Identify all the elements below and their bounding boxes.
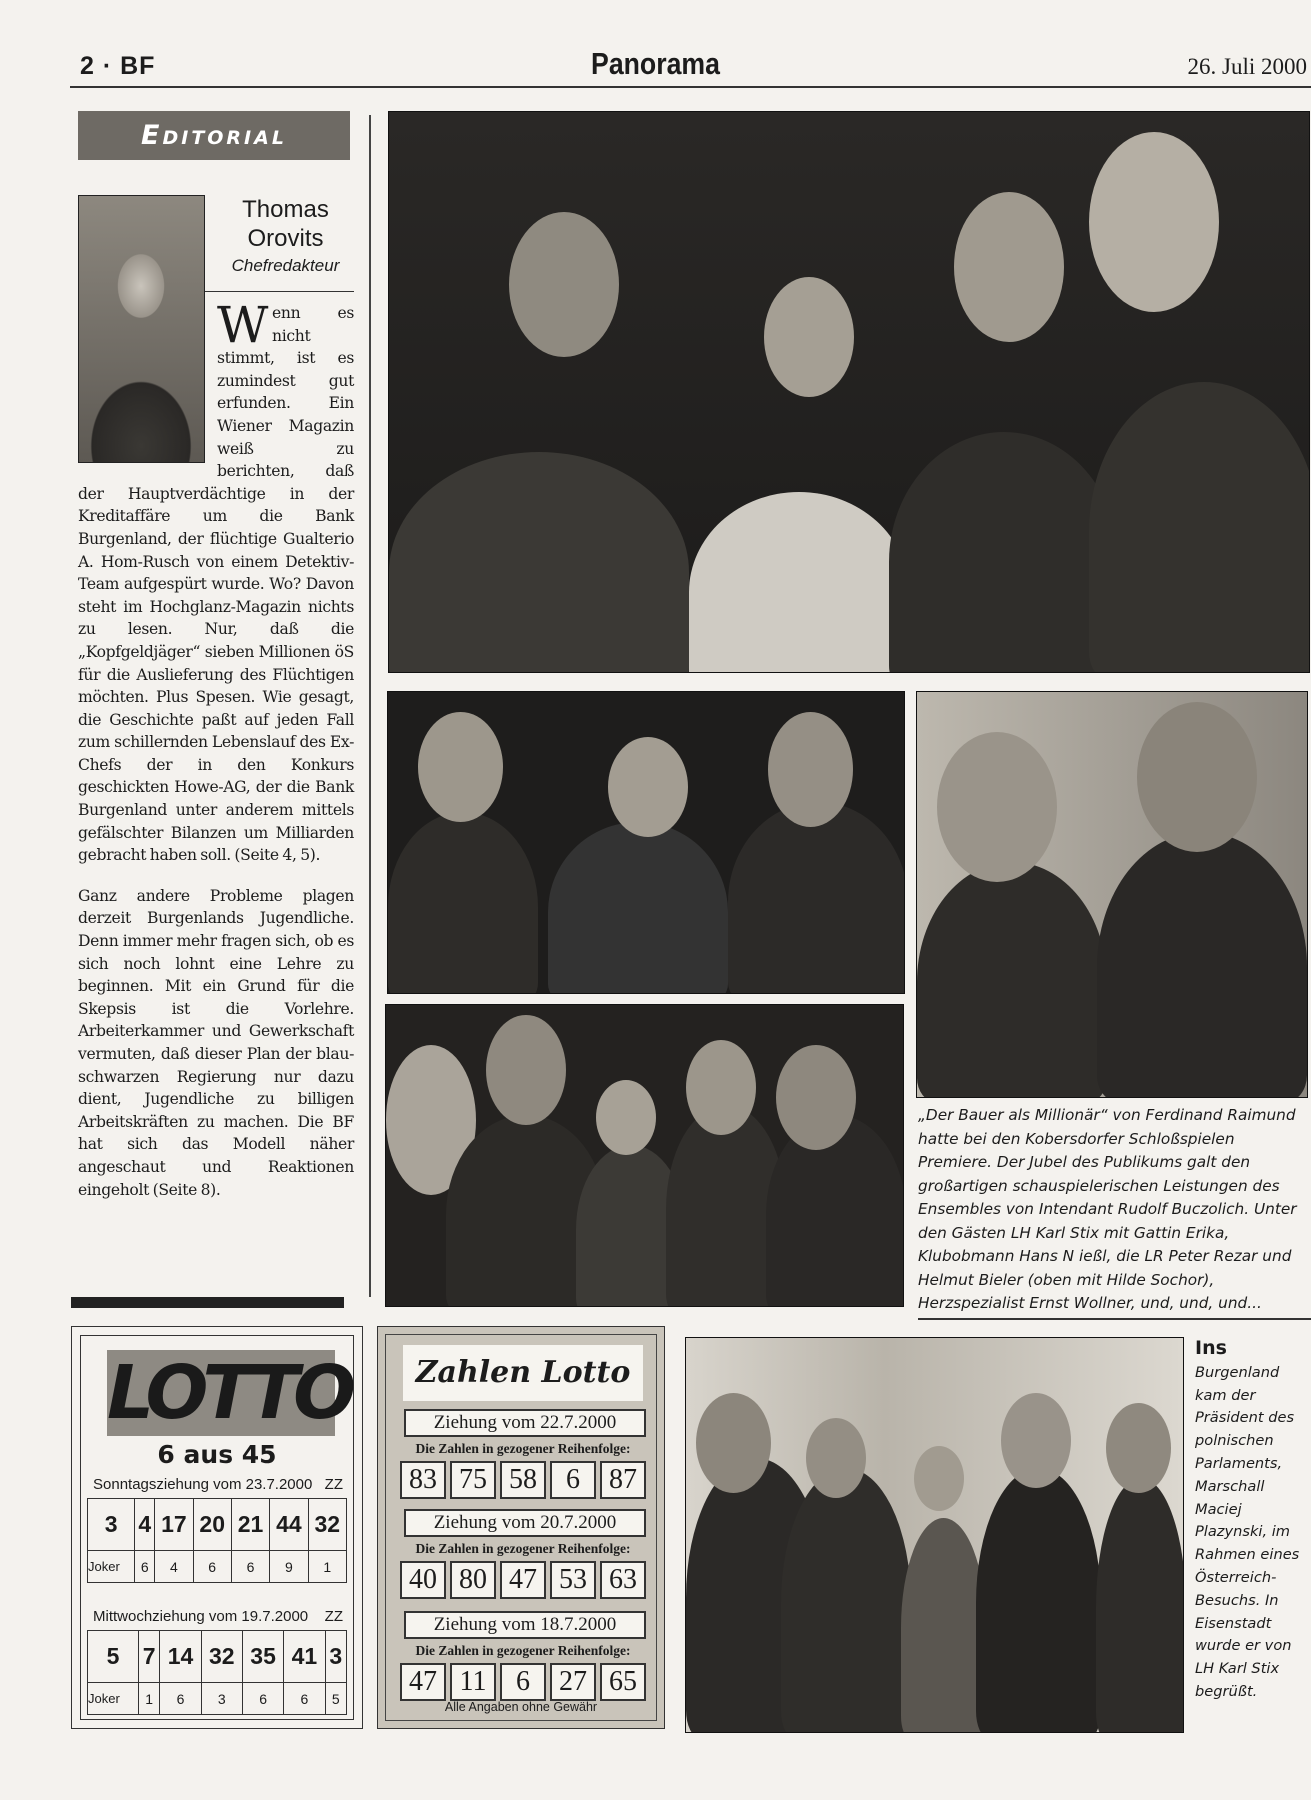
number-cell: 47 — [400, 1663, 446, 1701]
number-cell: 6 — [231, 1551, 269, 1583]
number-cell: 3 — [325, 1631, 346, 1683]
draw-sublabel: Die Zahlen in gezogener Reihenfolge: — [415, 1541, 631, 1556]
number-cell: 4 — [155, 1551, 193, 1583]
photo-group-four — [388, 111, 1310, 673]
number-cell: 9 — [270, 1551, 308, 1583]
author-last-name: Orovits — [247, 225, 324, 252]
draw-sublabel: Die Zahlen in gezogener Reihenfolge: — [415, 1643, 631, 1658]
number-cell: 1 — [138, 1683, 159, 1715]
draw-label: Sonntagsziehung vom 23.7.2000 ZZ — [93, 1476, 343, 1493]
number-cell: 6 — [160, 1683, 201, 1715]
draw-sublabel: Die Zahlen in gezogener Reihenfolge: — [415, 1441, 631, 1456]
photo-polish-visit — [685, 1337, 1184, 1733]
lotto-box — [71, 1326, 363, 1729]
number-cell: 6 — [242, 1683, 283, 1715]
number-cell: 27 — [550, 1663, 596, 1701]
author-role: Chefredakteur — [231, 256, 340, 275]
draw-date: Ziehung vom 22.7.2000 — [404, 1409, 646, 1437]
paragraph-text: enn es nicht stimmt, ist es zumindest gut erfunden. Ein Wiener Magazin weiß zu berichten, daß der Hauptverdächtige in der Kreditaffäre um die Bank Burgenland, der flüchtige Gualterio A. Hom-Rusch von einem Detektiv-Team aufgespürt wurde. Wo? Davon steht im Hochglanz-Magazin nichts zu lesen. Nur, daß die „Kopfgeldjäger“ sieben Millionen öS für die Auslieferung des Flüchtigen möchten. Plus Spesen. Wie gesagt, die Geschichte paßt auf jeden Fall zum schillernden Lebenslauf des Ex-Chefs der in den Konkurs geschickten Howe-AG, der die Bank Burgenland unter anderem mittels gefälschter Bilanzen um Milliarden gebracht haben soll. (Seite 4, 5). — [78, 304, 354, 865]
caption-lead: Ins — [1195, 1337, 1227, 1359]
zahlenlotto-box — [377, 1326, 665, 1729]
number-cell: 6 — [550, 1461, 596, 1499]
number-cell: 1 — [308, 1551, 346, 1583]
number-cell: 6 — [135, 1551, 155, 1583]
number-cell: 53 — [550, 1561, 596, 1599]
number-cell: 58 — [500, 1461, 546, 1499]
header-rule — [70, 86, 1311, 88]
photo-group-three — [387, 691, 905, 994]
section-title: Panorama — [591, 46, 720, 81]
caption-text: Burgenland kam der Präsident des polnischen Parlaments, Marschall Maciej Plazynski, im Rahmen eines Österreich-Besuchs. In Eisenstadt wurde er von LH Karl Stix begrüßt. — [1195, 1363, 1300, 1700]
number-cell: 32 — [308, 1499, 346, 1551]
number-cell: 44 — [270, 1499, 308, 1551]
divider-bar — [71, 1297, 344, 1308]
number-cell: 80 — [450, 1561, 496, 1599]
author-first-name: Thomas — [242, 196, 329, 223]
number-cell: 65 — [600, 1663, 646, 1701]
number-cell: 11 — [450, 1663, 496, 1701]
number-cell: 4 — [135, 1499, 155, 1551]
number-cell: 21 — [231, 1499, 269, 1551]
draw-label: Mittwochziehung vom 19.7.2000 ZZ — [93, 1608, 343, 1625]
number-cell: 3 — [201, 1683, 242, 1715]
number-cell: 6 — [284, 1683, 325, 1715]
editorial-label: Editorial — [78, 111, 350, 160]
number-cell: 40 — [400, 1561, 446, 1599]
number-cell: 20 — [193, 1499, 231, 1551]
number-cell: 6 — [500, 1663, 546, 1701]
lotto-draw-table — [87, 1630, 347, 1715]
column-rule — [369, 115, 371, 1297]
lotto-draw-table — [87, 1498, 347, 1583]
number-cell: 87 — [600, 1461, 646, 1499]
draw-numbers — [400, 1663, 646, 1701]
caption-rule — [918, 1318, 1311, 1320]
draw-date: Ziehung vom 18.7.2000 — [404, 1611, 646, 1639]
photo-hilde-sochor — [916, 691, 1308, 1098]
number-cell: 32 — [201, 1631, 242, 1683]
zahlenlotto-logo: Zahlen Lotto — [403, 1345, 643, 1401]
number-cell: Joker — [88, 1683, 139, 1715]
number-cell: 17 — [155, 1499, 193, 1551]
number-cell: 63 — [600, 1561, 646, 1599]
number-cell: 47 — [500, 1561, 546, 1599]
photo-caption: „Der Bauer als Millionär“ von Ferdinand Raimund hatte bei den Kobersdorfer Schloßspielen Premiere. Der Jubel des Publikums galt den großartigen schauspielerischen Leistungen des Ensembles von Intendant Rudolf Buczolich. Unter den Gästen LH Karl Stix mit Gattin Erika, Klubobmann Hans N ießl, die LR Peter Rezar und Helmut Bieler (oben mit Hilde Sochor), Herzspezialist Ernst Wollner, und, und, und... — [918, 1106, 1297, 1312]
side-caption — [1195, 1337, 1307, 1704]
number-cell: 7 — [138, 1631, 159, 1683]
page-number: 2 · BF — [80, 52, 156, 80]
number-cell: 5 — [325, 1683, 346, 1715]
number-cell: 6 — [193, 1551, 231, 1583]
disclaimer: Alle Angaben ohne Gewähr — [444, 1700, 598, 1714]
number-cell: 5 — [88, 1631, 139, 1683]
draw-date: Ziehung vom 20.7.2000 — [404, 1509, 646, 1537]
drop-cap: W — [217, 296, 269, 354]
number-cell: 41 — [284, 1631, 325, 1683]
number-cell: 75 — [450, 1461, 496, 1499]
lotto-logo: LOTTO — [107, 1350, 350, 1436]
editorial-paragraph: Ganz andere Probleme plagen derzeit Burgenlands Jugendliche. Denn immer mehr fragen sich, ob es sich noch lohnt eine Lehre zu beginnen. Mit ein Grund für die Skepsis ist die Vorlehre. Arbeiterkammer und Gewerkschaft vermuten, daß dieser Plan der blau-schwarzen Regierung nur dazu dient, Jugendliche zu billigen Arbeitskräften zu machen. Die BF hat sich das Modell näher angeschaut und Reaktionen eingeholt (Seite 8). — [78, 886, 354, 1199]
number-cell: Joker — [88, 1551, 135, 1583]
photo-reception — [385, 1004, 904, 1307]
draw-numbers — [400, 1461, 646, 1499]
lotto-subtitle: 6 aus 45 — [157, 1440, 277, 1469]
author-photo — [78, 195, 205, 463]
issue-date: 26. Juli 2000 — [1187, 54, 1307, 79]
number-cell: 3 — [88, 1499, 135, 1551]
number-cell: 83 — [400, 1461, 446, 1499]
number-cell: 14 — [160, 1631, 201, 1683]
draw-numbers — [400, 1561, 646, 1599]
editorial-column — [78, 195, 354, 1219]
number-cell: 35 — [242, 1631, 283, 1683]
